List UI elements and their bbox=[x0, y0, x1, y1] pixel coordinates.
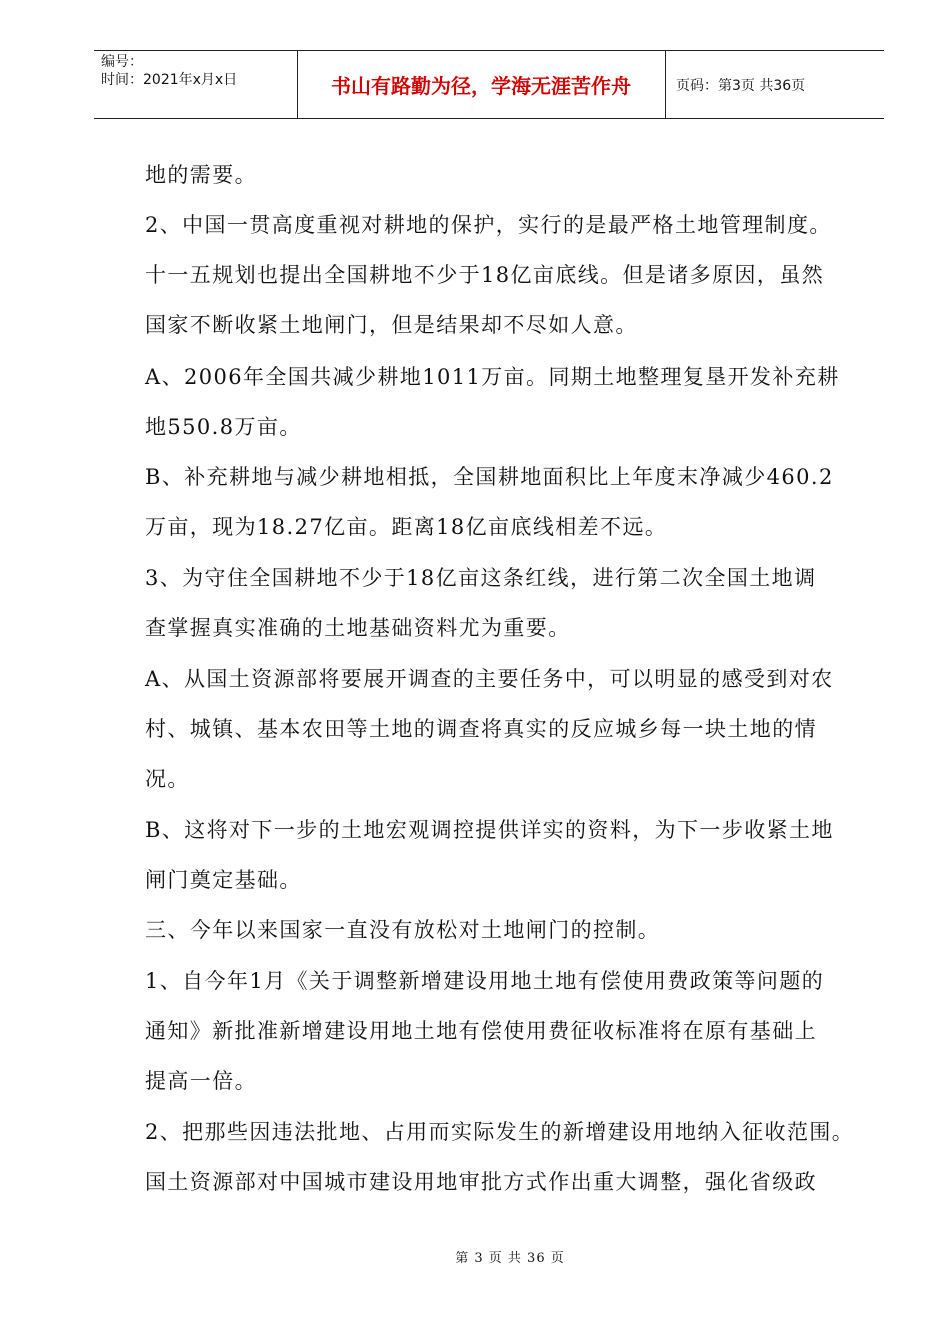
body-line: B、补充耕地与减少耕地相抵，全国耕地面积比上年度末净减少460.2 bbox=[145, 465, 834, 489]
body-line: 地的需要。 bbox=[145, 163, 257, 187]
body-line: A、从国土资源部将要展开调查的主要任务中，可以明显的感受到对农 bbox=[145, 667, 834, 691]
body-line: 十一五规划也提出全国耕地不少于18亿亩底线。但是诸多原因，虽然 bbox=[145, 263, 825, 287]
header-meta bbox=[101, 53, 237, 89]
body-line: 查掌握真实准确的土地基础资料尤为重要。 bbox=[145, 616, 571, 640]
body-line: 通知》新批准新增建设用地土地有偿使用费征收标准将在原有基础上 bbox=[145, 1019, 817, 1043]
body-line: 国土资源部对中国城市建设用地审批方式作出重大调整，强化省级政 bbox=[145, 1170, 817, 1194]
body-line: 村、城镇、基本农田等土地的调查将真实的反应城乡每一块土地的情 bbox=[145, 717, 817, 741]
header-motto: 书山有路勤为径，学海无涯苦作舟 bbox=[331, 74, 631, 98]
body-line: 提高一倍。 bbox=[145, 1069, 257, 1093]
header-page-number: 页码：第3页 共36页 bbox=[676, 77, 806, 94]
body-line: 1、自今年1月《关于调整新增建设用地土地有偿使用费政策等问题的 bbox=[145, 969, 825, 993]
body-line: 况。 bbox=[145, 767, 190, 791]
page-header bbox=[94, 50, 884, 119]
body-line: A、2006年全国共减少耕地1011万亩。同期土地整理复垦开发补充耕 bbox=[145, 365, 840, 389]
body-line: 三、今年以来国家一直没有放松对土地闸门的控制。 bbox=[145, 918, 661, 942]
body-line: 万亩，现为18.27亿亩。距离18亿亩底线相差不远。 bbox=[145, 515, 668, 539]
header-divider-right bbox=[665, 51, 666, 118]
document-time-label: 时间：2021年x月x日 bbox=[101, 72, 238, 88]
page-footer: 第 3 页 共 36 页 bbox=[455, 1251, 565, 1266]
document-number-label: 编号： bbox=[101, 54, 143, 70]
body-line: 3、为守住全国耕地不少于18亿亩这条红线，进行第二次全国土地调 bbox=[145, 566, 817, 590]
body-line: 2、中国一贯高度重视对耕地的保护，实行的是最严格土地管理制度。 bbox=[145, 213, 832, 237]
body-line: 2、把那些因违法批地、占用而实际发生的新增建设用地纳入征收范围。 bbox=[145, 1120, 855, 1144]
body-line: 闸门奠定基础。 bbox=[145, 868, 302, 892]
body-line: 国家不断收紧土地闸门，但是结果却不尽如人意。 bbox=[145, 313, 638, 337]
body-line: B、这将对下一步的土地宏观调控提供详实的资料，为下一步收紧土地 bbox=[145, 818, 834, 842]
body-line: 地550.8万亩。 bbox=[145, 415, 302, 439]
